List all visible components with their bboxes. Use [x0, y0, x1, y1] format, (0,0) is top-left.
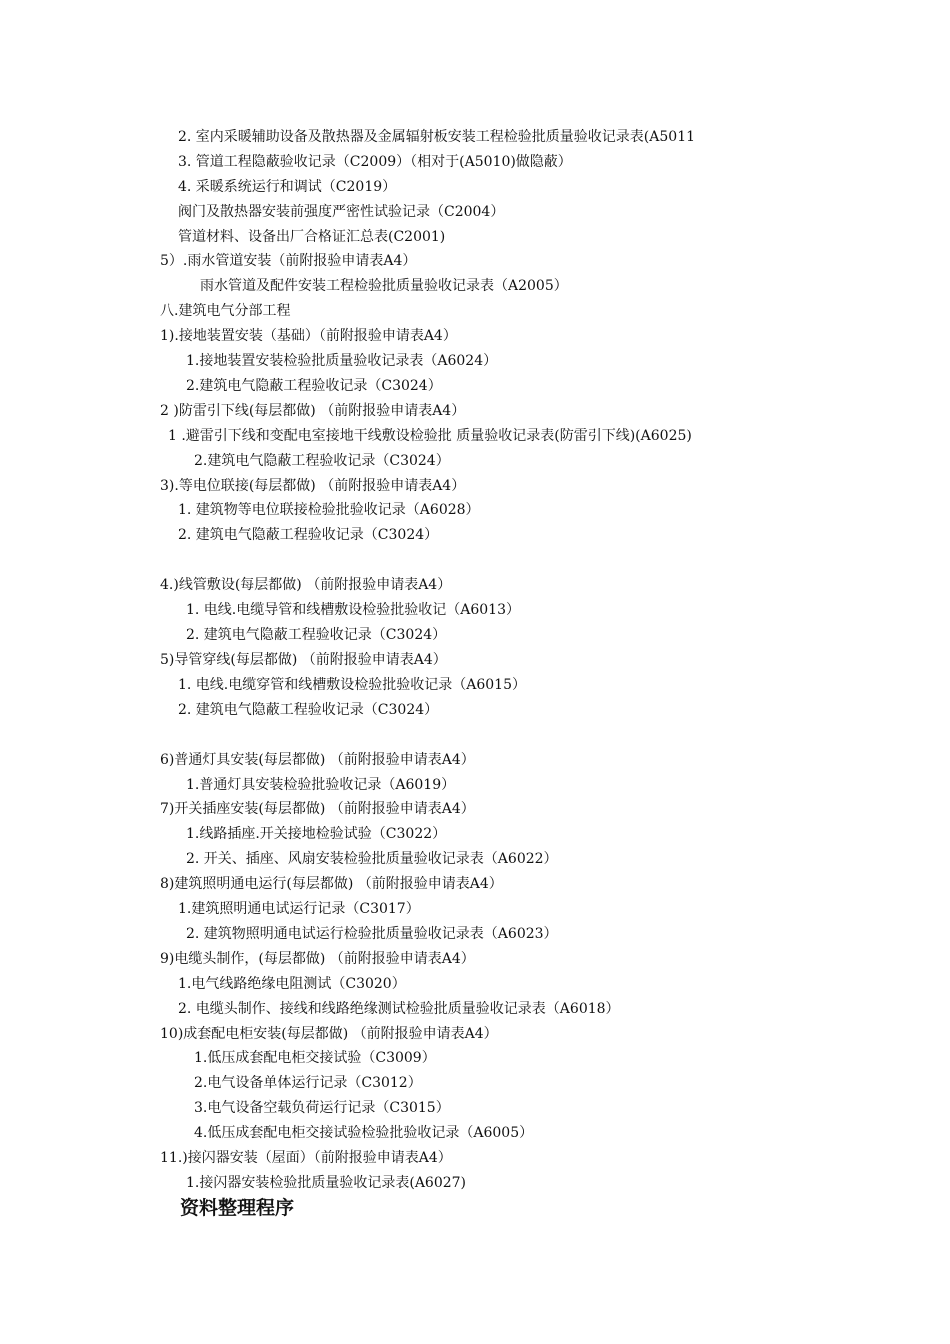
- text-line: 2. 建筑物照明通电试运行检验批质量验收记录表（A6023）: [186, 926, 558, 942]
- text-line: 2. 电缆头制作、接线和线路绝缘测试检验批质量验收记录表（A6018）: [178, 1001, 620, 1017]
- text-line: 1. 电线.电缆穿管和线槽敷设检验批验收记录（A6015）: [178, 677, 526, 693]
- section-heading: 1).接地装置安装（基础）（前附报验申请表A4）: [160, 328, 457, 344]
- text-line: 1.普通灯具安装检验批验收记录（A6019）: [186, 777, 456, 793]
- text-line: 1.建筑照明通电试运行记录（C3017）: [178, 901, 420, 917]
- text-line: 1 .避雷引下线和变配电室接地干线敷设检验批 质量验收记录表(防雷引下线)(A6025): [168, 428, 692, 444]
- section-heading: 4.)线管敷设(每层都做) （前附报验申请表A4）: [160, 577, 452, 593]
- text-line: 2.电气设备单体运行记录（C3012）: [194, 1075, 422, 1091]
- text-line: 1.接闪器安装检验批质量验收记录表(A6027): [186, 1175, 467, 1191]
- text-line: 2.建筑电气隐蔽工程验收记录（C3024）: [194, 453, 450, 469]
- text-line: 2. 建筑电气隐蔽工程验收记录（C3024）: [186, 627, 447, 643]
- section-heading: 7)开关插座安装(每层都做) （前附报验申请表A4）: [160, 801, 475, 817]
- procedure-heading: 资料整理程序: [180, 1197, 295, 1219]
- chapter-heading: 八.建筑电气分部工程: [160, 303, 291, 319]
- section-heading: 11.)接闪器安装（屋面）（前附报验申请表A4）: [160, 1150, 452, 1166]
- text-line: 阀门及散热器安装前强度严密性试验记录（C2004）: [178, 204, 505, 220]
- section-heading: 6)普通灯具安装(每层都做) （前附报验申请表A4）: [160, 752, 475, 768]
- text-line: 1.线路插座.开关接地检验试验（C3022）: [186, 826, 447, 842]
- text-line: 管道材料、设备出厂合格证汇总表(C2001): [178, 229, 446, 245]
- text-line: 1. 建筑物等电位联接检验批验收记录（A6028）: [178, 502, 480, 518]
- text-line: 3. 管道工程隐蔽验收记录（C2009）（相对于(A5010)做隐蔽）: [178, 154, 572, 170]
- text-line: 1.接地装置安装检验批质量验收记录表（A6024）: [186, 353, 498, 369]
- section-heading: 8)建筑照明通电运行(每层都做) （前附报验申请表A4）: [160, 876, 503, 892]
- text-line: 1.低压成套配电柜交接试验（C3009）: [194, 1050, 436, 1066]
- text-line: 2.建筑电气隐蔽工程验收记录（C3024）: [186, 378, 442, 394]
- text-line: 2. 开关、插座、风扇安装检验批质量验收记录表（A6022）: [186, 851, 558, 867]
- text-line: 3.电气设备空载负荷运行记录（C3015）: [194, 1100, 450, 1116]
- section-heading: 2 )防雷引下线(每层都做) （前附报验申请表A4）: [160, 403, 466, 419]
- text-line: 2. 建筑电气隐蔽工程验收记录（C3024）: [178, 527, 439, 543]
- section-heading: 10)成套配电柜安装(每层都做) （前附报验申请表A4）: [160, 1026, 498, 1042]
- section-heading: 9)电缆头制作，(每层都做) （前附报验申请表A4）: [160, 951, 475, 967]
- text-line: 4.低压成套配电柜交接试验检验批验收记录（A6005）: [194, 1125, 534, 1141]
- text-line: 4. 采暖系统运行和调试（C2019）: [178, 179, 397, 195]
- text-line: 2. 室内采暖辅助设备及散热器及金属辐射板安装工程检验批质量验收记录表(A5011: [178, 129, 696, 145]
- section-heading: 5）.雨水管道安装（前附报验申请表A4）: [160, 253, 417, 269]
- section-heading: 5)导管穿线(每层都做) （前附报验申请表A4）: [160, 652, 447, 668]
- text-line: 2. 建筑电气隐蔽工程验收记录（C3024）: [178, 702, 439, 718]
- text-line: 雨水管道及配件安装工程检验批质量验收记录表（A2005）: [200, 278, 568, 294]
- section-heading: 3).等电位联接(每层都做) （前附报验申请表A4）: [160, 478, 466, 494]
- text-line: 1.电气线路绝缘电阻测试（C3020）: [178, 976, 406, 992]
- text-line: 1. 电线.电缆导管和线槽敷设检验批验收记（A6013）: [186, 602, 520, 618]
